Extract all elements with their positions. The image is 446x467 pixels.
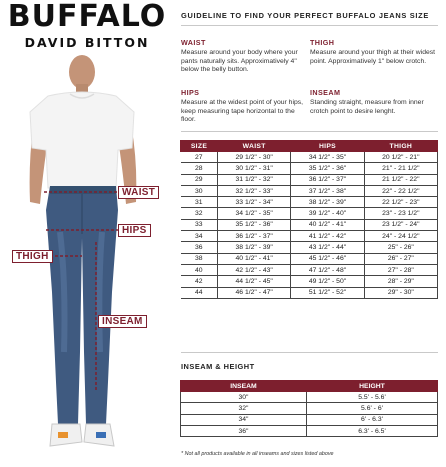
- table-row: [181, 264, 438, 275]
- brand-subname: DAVID BITTON: [24, 35, 150, 50]
- thigh-definition: [310, 38, 438, 66]
- model-figure: [0, 52, 175, 464]
- cell-hips: 40 1/2" - 41": [291, 219, 364, 230]
- cell-thigh: 21" - 21 1/2": [364, 163, 437, 174]
- hips-heading: HIPS: [181, 88, 200, 97]
- cell-hips: 41 1/2" - 42": [291, 231, 364, 242]
- cell-height: 6.3' - 6.5': [306, 425, 437, 436]
- cell-waist: 38 1/2" - 39": [218, 242, 291, 253]
- cell-hips: 34 1/2" - 35": [291, 152, 364, 163]
- cell-waist: 35 1/2" - 36": [218, 219, 291, 230]
- cell-thigh: 25" - 26": [364, 242, 437, 253]
- cell-hips: 35 1/2" - 36": [291, 163, 364, 174]
- hips-marker-label: HIPS: [122, 225, 147, 236]
- table-row: [181, 152, 438, 163]
- cell-hips: 37 1/2" - 38": [291, 185, 364, 196]
- cell-waist: 40 1/2" - 41": [218, 253, 291, 264]
- cell-size: 44: [181, 287, 218, 298]
- thigh-marker-label: THIGH: [16, 251, 49, 262]
- guide-title: GUIDELINE TO FIND YOUR PERFECT BUFFALO JEANS SIZE: [181, 11, 429, 20]
- cell-hips: 47 1/2" - 48": [291, 264, 364, 275]
- cell-thigh: 29" - 30": [364, 287, 437, 298]
- cell-height: 5.6' - 6': [306, 403, 437, 414]
- table-row: [181, 185, 438, 196]
- cell-thigh: 27" - 28": [364, 264, 437, 275]
- hips-text: Measure at the widest point of your hips, keep measuring tape horizontal to the floor.: [181, 99, 304, 124]
- cell-hips: 39 1/2" - 40": [291, 208, 364, 219]
- cell-waist: 30 1/2" - 31": [218, 163, 291, 174]
- cell-inseam: 36": [181, 425, 307, 436]
- cell-thigh: 22" - 22 1/2": [364, 185, 437, 196]
- table-row: [181, 174, 438, 185]
- inseam-table-body: [181, 392, 438, 437]
- thigh-text: Measure around your thigh at their widest point. Approximatively 1" below crotch.: [310, 49, 436, 65]
- cell-size: 36: [181, 242, 218, 253]
- thigh-heading: THIGH: [310, 38, 335, 47]
- cell-waist: 34 1/2" - 35": [218, 208, 291, 219]
- cell-size: 34: [181, 231, 218, 242]
- inseam-height-table: [180, 380, 438, 437]
- size-table-body: [181, 152, 438, 299]
- thigh-marker: [12, 250, 53, 263]
- table-row: [181, 425, 438, 436]
- header-waist: WAIST: [218, 141, 291, 152]
- cell-thigh: 21 1/2" - 22": [364, 174, 437, 185]
- section-divider-2: [181, 352, 438, 353]
- cell-size: 30: [181, 185, 218, 196]
- cell-size: 38: [181, 253, 218, 264]
- inseam-marker-label: INSEAM: [102, 316, 143, 327]
- cell-size: 28: [181, 163, 218, 174]
- cell-thigh: 26" - 27": [364, 253, 437, 264]
- header-size: SIZE: [181, 141, 218, 152]
- waist-definition: [181, 38, 309, 75]
- cell-size: 33: [181, 219, 218, 230]
- hips-marker: [118, 224, 151, 237]
- availability-note: * Not all products available in all inseams and sizes listed above: [181, 451, 334, 457]
- inseam-definition: [310, 88, 438, 116]
- waist-heading: WAIST: [181, 38, 206, 47]
- cell-waist: 33 1/2" - 34": [218, 197, 291, 208]
- cell-hips: 43 1/2" - 44": [291, 242, 364, 253]
- table-row: [181, 392, 438, 403]
- inseam-table-header-row: [181, 381, 438, 392]
- cell-thigh: 23" - 23 1/2": [364, 208, 437, 219]
- inseam-heading: INSEAM: [310, 88, 341, 97]
- title-divider: [181, 25, 438, 26]
- hips-definition: [181, 88, 309, 125]
- table-row: [181, 414, 438, 425]
- table-row: [181, 231, 438, 242]
- cell-waist: 29 1/2" - 30": [218, 152, 291, 163]
- size-table-header-row: [181, 141, 438, 152]
- header-inseam: INSEAM: [181, 381, 307, 392]
- cell-thigh: 22 1/2" - 23": [364, 197, 437, 208]
- cell-waist: 42 1/2" - 43": [218, 264, 291, 275]
- inseam-marker: [98, 315, 147, 328]
- cell-thigh: 24" - 24 1/2": [364, 231, 437, 242]
- cell-size: 27: [181, 152, 218, 163]
- cell-inseam: 32": [181, 403, 307, 414]
- table-row: [181, 208, 438, 219]
- cell-inseam: 34": [181, 414, 307, 425]
- waist-text: Measure around your body where your pants naturally sits. Approximatively 4" below the belly button.: [181, 49, 298, 74]
- header-thigh: THIGH: [364, 141, 437, 152]
- cell-thigh: 23 1/2" - 24": [364, 219, 437, 230]
- cell-height: 5.5' - 5.6': [306, 392, 437, 403]
- cell-waist: 44 1/2" - 45": [218, 276, 291, 287]
- table-row: [181, 197, 438, 208]
- table-row: [181, 276, 438, 287]
- cell-hips: 45 1/2" - 46": [291, 253, 364, 264]
- waist-marker: [118, 186, 159, 199]
- cell-size: 40: [181, 264, 218, 275]
- table-row: [181, 219, 438, 230]
- table-row: [181, 403, 438, 414]
- cell-size: 31: [181, 197, 218, 208]
- brand-logo: [2, 2, 172, 50]
- table-row: [181, 163, 438, 174]
- cell-inseam: 30": [181, 392, 307, 403]
- header-hips: HIPS: [291, 141, 364, 152]
- table-row: [181, 253, 438, 264]
- cell-size: 42: [181, 276, 218, 287]
- inseam-height-title: INSEAM & HEIGHT: [181, 362, 255, 371]
- cell-size: 29: [181, 174, 218, 185]
- inseam-text: Standing straight, measure from inner crotch point to desire lenght.: [310, 99, 424, 115]
- header-height: HEIGHT: [306, 381, 437, 392]
- cell-thigh: 28" - 29": [364, 276, 437, 287]
- brand-name: BUFFALO: [7, 0, 167, 34]
- cell-height: 6' - 6.3': [306, 414, 437, 425]
- cell-hips: 36 1/2" - 37": [291, 174, 364, 185]
- size-chart-table: [180, 140, 438, 299]
- cell-thigh: 20 1/2" - 21": [364, 152, 437, 163]
- cell-waist: 31 1/2" - 32": [218, 174, 291, 185]
- table-row: [181, 287, 438, 298]
- cell-size: 32: [181, 208, 218, 219]
- cell-waist: 36 1/2" - 37": [218, 231, 291, 242]
- cell-waist: 46 1/2" - 47": [218, 287, 291, 298]
- cell-hips: 51 1/2" - 52": [291, 287, 364, 298]
- waist-marker-label: WAIST: [122, 187, 156, 198]
- cell-hips: 49 1/2" - 50": [291, 276, 364, 287]
- section-divider: [181, 131, 438, 132]
- cell-hips: 38 1/2" - 39": [291, 197, 364, 208]
- cell-waist: 32 1/2" - 33": [218, 185, 291, 196]
- table-row: [181, 242, 438, 253]
